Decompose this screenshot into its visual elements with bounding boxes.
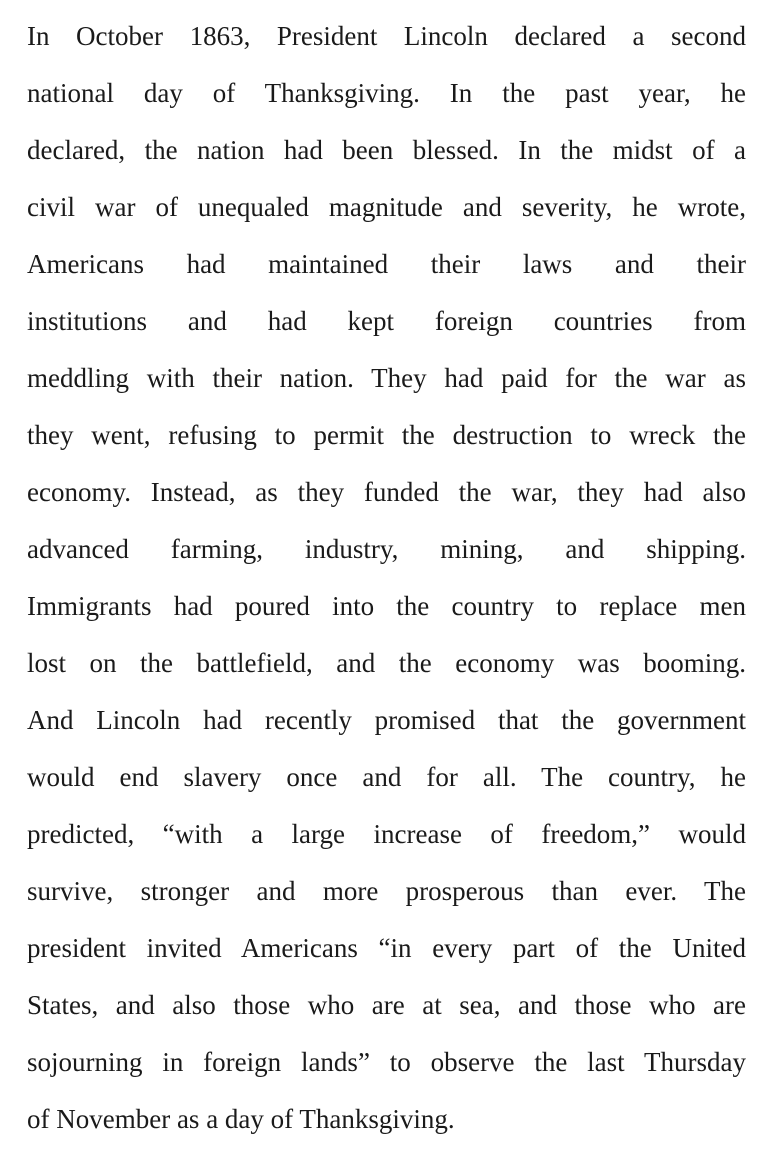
paragraph-line: lost on the battlefield, and the economy was booming. — [27, 648, 746, 678]
paragraph-line: sojourning in foreign lands” to observe the last Thursday — [27, 1047, 746, 1077]
paragraph-line: institutions and had kept foreign countries from — [27, 306, 746, 336]
paragraph-line: advanced farming, industry, mining, and shipping. — [27, 534, 746, 564]
paragraph-line: president invited Americans “in every part of the United — [27, 933, 746, 963]
paragraph-line: Immigrants had poured into the country to replace men — [27, 591, 746, 621]
paragraph-line: civil war of unequaled magnitude and severity, he wrote, — [27, 192, 746, 222]
paragraph-line: would end slavery once and for all. The country, he — [27, 762, 746, 792]
paragraph-line: survive, stronger and more prosperous than ever. The — [27, 876, 746, 906]
paragraph-line: of November as a day of Thanksgiving. — [27, 1104, 455, 1134]
paragraph-line: national day of Thanksgiving. In the past year, he — [27, 78, 746, 108]
paragraph-line: Americans had maintained their laws and their — [27, 249, 746, 279]
paragraph-line: economy. Instead, as they funded the war, they had also — [27, 477, 746, 507]
paragraph-line: In October 1863, President Lincoln declared a second — [27, 21, 746, 51]
paragraph-line: meddling with their nation. They had paid for the war as — [27, 363, 746, 393]
paragraph-line: And Lincoln had recently promised that the government — [27, 705, 746, 735]
paragraph-line: declared, the nation had been blessed. In the midst of a — [27, 135, 746, 165]
paragraph-line: predicted, “with a large increase of freedom,” would — [27, 819, 746, 849]
thanksgiving-paragraph — [27, 8, 746, 1148]
paragraph-line: States, and also those who are at sea, and those who are — [27, 990, 746, 1020]
paragraph-line: they went, refusing to permit the destruction to wreck the — [27, 420, 746, 450]
